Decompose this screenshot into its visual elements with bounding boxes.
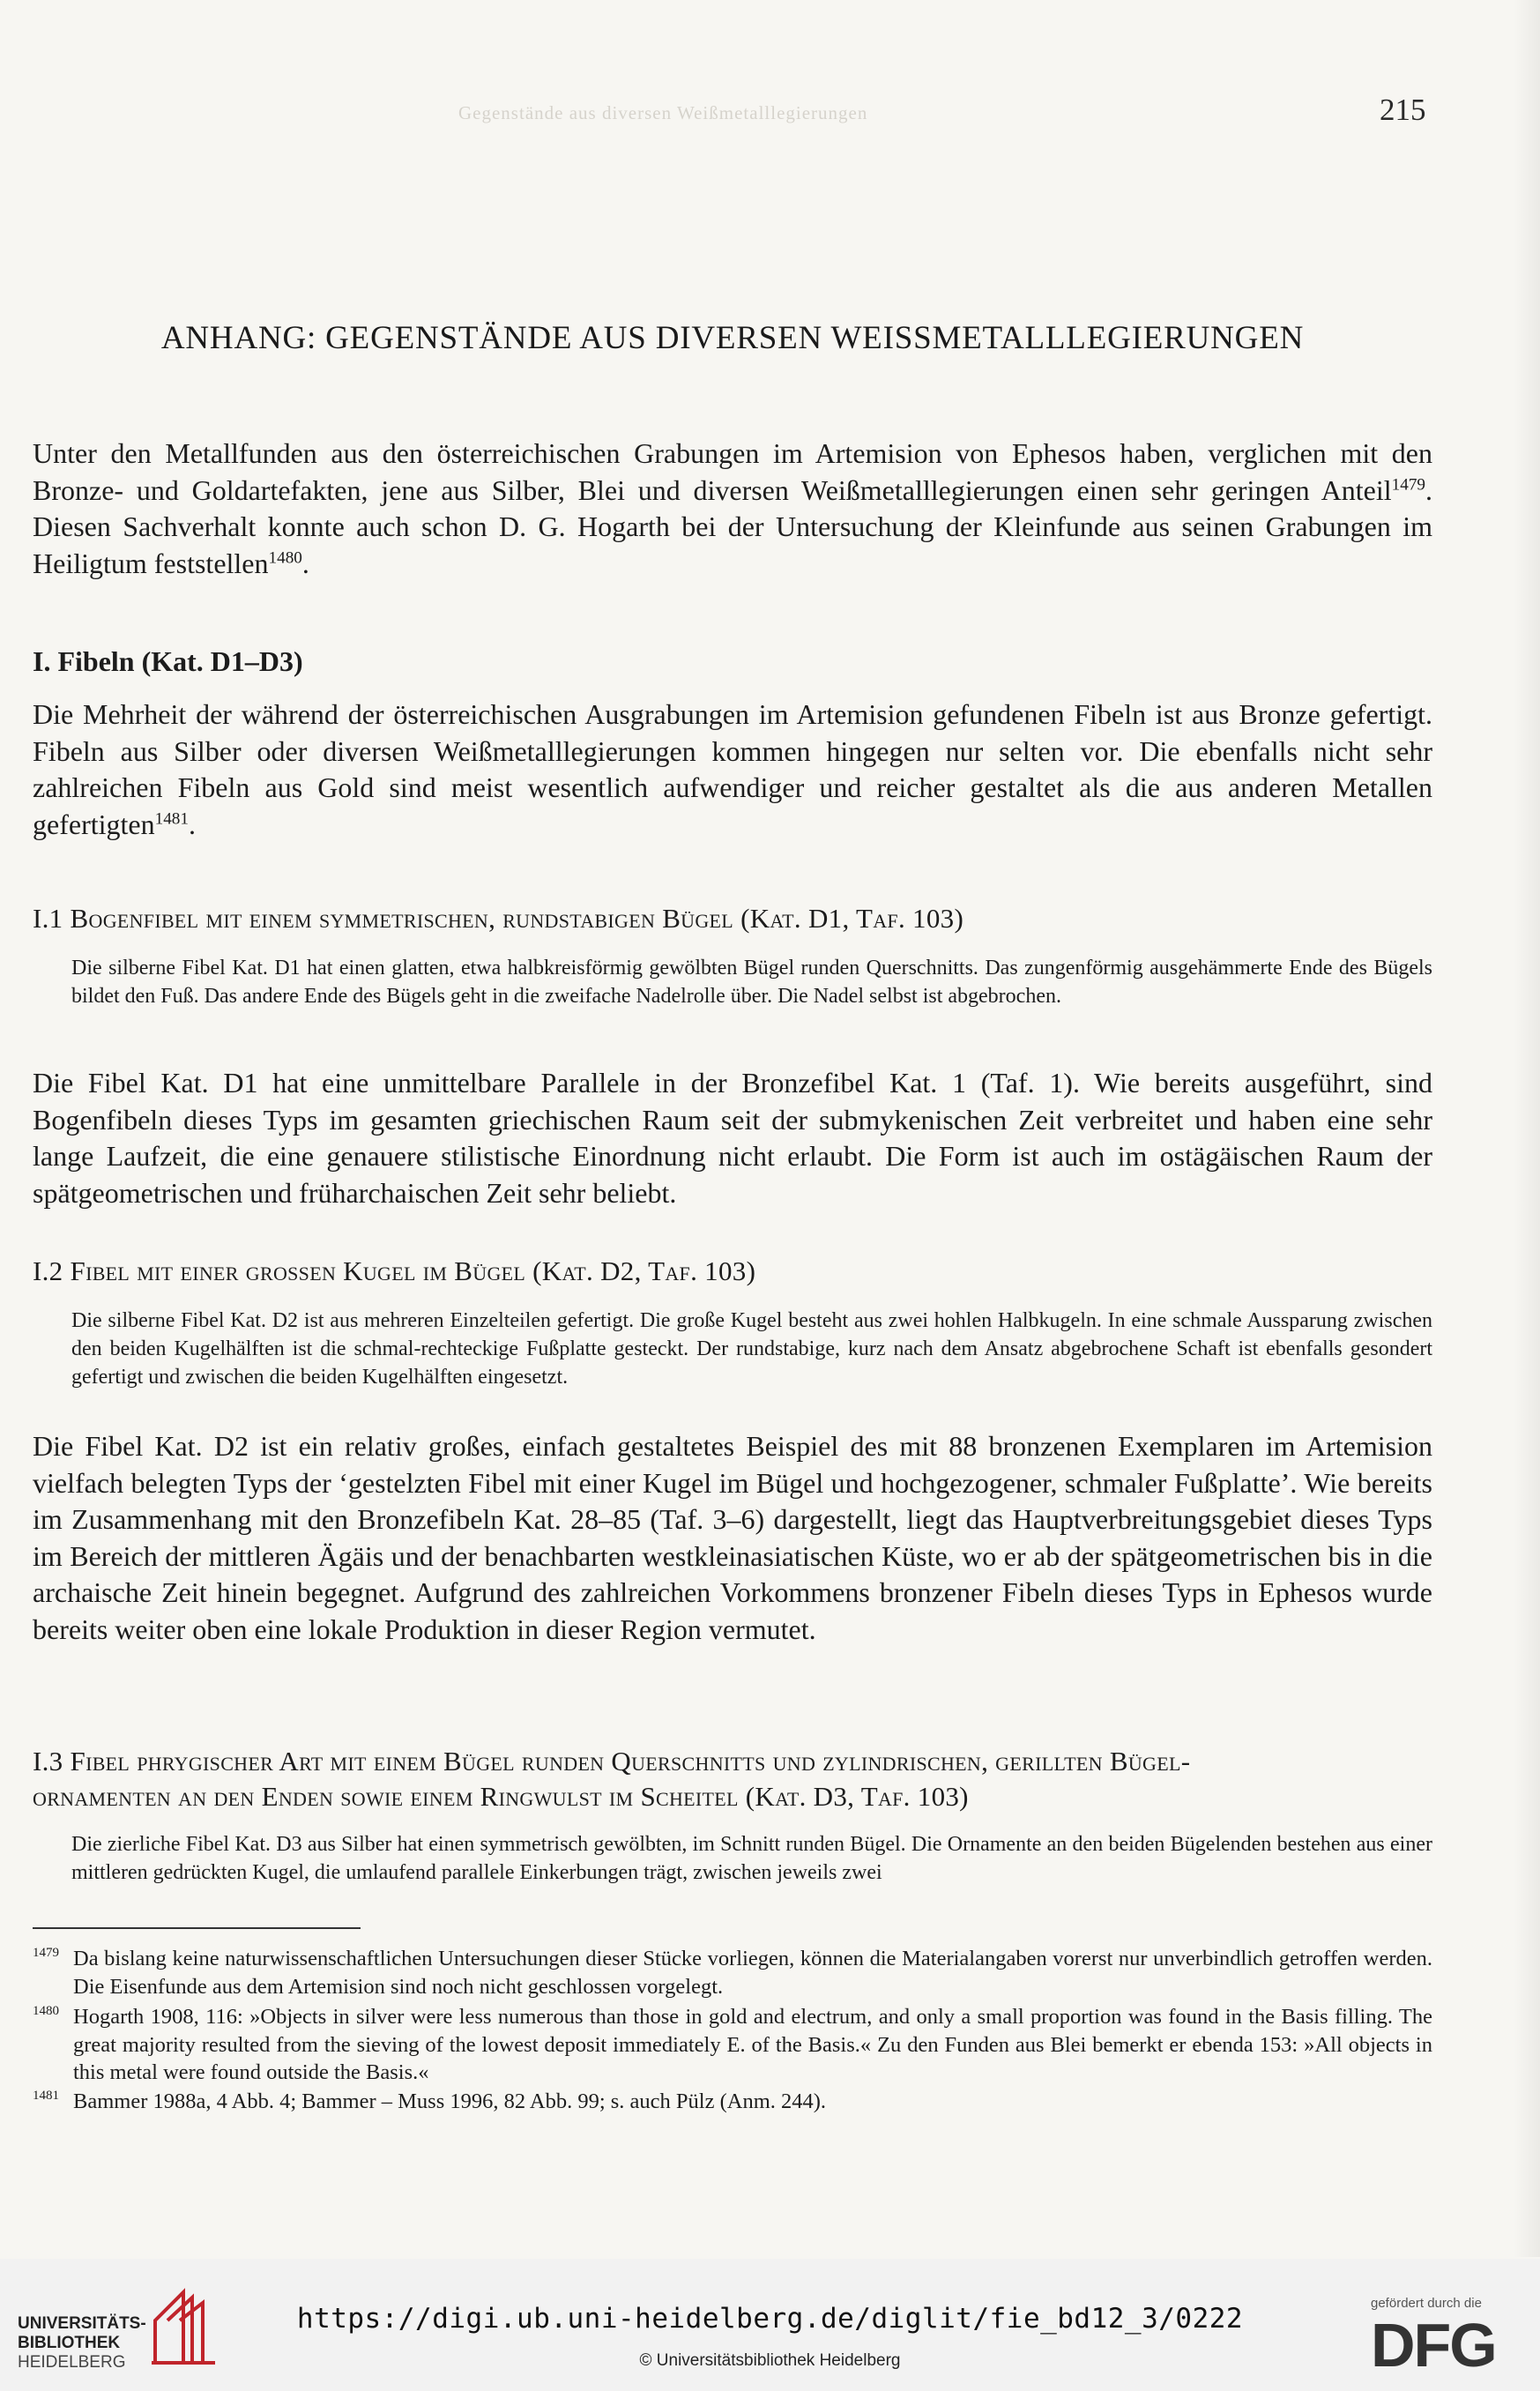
subsection-title-2: I.2 Fibel mit einer grossen Kugel im Bügel (Kat. D2, Taf. 103) <box>33 1255 756 1286</box>
subsection-title-3: I.3 Fibel phrygischer Art mit einem Bügel runden Querschnitts und zylindrischen, gerillten Bügel- ornamenten an den Enden sowie einem Ringwulst im Scheitel (Kat. D3, Taf. 103) <box>33 1746 1191 1812</box>
running-header-bleedthrough: Gegenstände aus diversen Weißmetalllegierungen <box>458 102 868 123</box>
dfg-logo[interactable]: DFG <box>1371 2311 1496 2380</box>
footnote-separator <box>33 1927 361 1929</box>
intro-paragraph: Unter den Metallfunden aus den österreichischen Grabungen im Artemision von Ephesos haben, verglichen mit den Bronze- und Goldartefakten, jene aus Silber, Blei und diversen Weißmetalllegierungen einen sehr geringen Anteil$^{1479}$. Diesen Sachverhalt konnte auch schon D. G. Hogarth bei der Untersuchung der Kleinfunde aus seinen Grabungen im Heiligtum feststellen$^{1480}$. <box>33 437 1432 579</box>
footnote-1479: 1479 Da bislang keine naturwissenschaftlichen Untersuchungen dieser Stücke vorliegen, können die Materialangaben vorerst nur unverbindlich getroffen werden. Die Eisenfunde aus dem Artemision sind noch nicht geschlossen vorgelegt. <box>33 1946 1432 1999</box>
footnote-1480: 1480 Hogarth 1908, 116: »Objects in silver were less numerous than those in gold and electrum, and only a small proportion was found in the Basis filling. The great majority resulted from the sieving of the lowest deposit immediately E. of the Basis.« Zu den Funden aus Blei bemerkt er ebenda 153: »All objects in this metal were found outside the Basis.« <box>33 2004 1432 2084</box>
section-title-fibeln: I. Fibeln (Kat. D1–D3) <box>33 645 303 677</box>
funding-note: gefördert durch die <box>1371 2296 1482 2311</box>
page-number: 215 <box>1380 93 1426 127</box>
footnote-1481: 1481 Bammer 1988a, 4 Abb. 4; Bammer – Muss 1996, 82 Abb. 99; s. auch Pülz (Anm. 244). <box>33 2089 827 2113</box>
chapter-heading: ANHANG: GEGENSTÄNDE AUS DIVERSEN WEISSMETALLLEGIERUNGEN <box>160 320 1305 356</box>
library-logo-text[interactable]: UNIVERSITÄTS- BIBLIOTHEK HEIDELBERG <box>18 2314 146 2372</box>
section-paragraph-fibeln: Die Mehrheit der während der österreichischen Ausgrabungen im Artemision gefundenen Fibeln ist aus Bronze gefertigt. Fibeln aus Silber oder diversen Weißmetalllegierungen kommen hingegen nur selten vor. Die ebenfalls nicht sehr zahlreichen Fibeln aus Gold sind meist wesentlich aufwendiger und reicher gestaltet als die aus anderen Metallen gefertigten$^{1481}$. <box>33 698 1432 840</box>
footnote-ref-1481[interactable]: 1481 <box>154 808 189 828</box>
catalogue-description-d1: Die silberne Fibel Kat. D1 hat einen glatten, etwa halbkreisförmig gewölbten Bügel runden Querschnitts. Das zungenförmig ausgehämmerte Ende des Bügels bildet den Fuß. Das andere Ende des Bügels geht in die zweifache Nadelrolle über. Die Nadel selbst ist abgebrochen. <box>71 957 1432 1008</box>
copyright-notice: © Universitätsbibliothek Heidelberg <box>639 2351 901 2370</box>
scan-edge-shadow <box>1514 0 1540 2257</box>
footnote-ref-1480[interactable]: 1480 <box>268 547 302 567</box>
catalogue-description-d3: Die zierliche Fibel Kat. D3 aus Silber hat einen symmetrisch gewölbten, im Schnitt runden Bügel. Die Ornamente an den beiden Bügelenden bestehen aus einer mittleren gedrückten Kugel, die umlaufend parallele Einkerbungen trägt, zwischen jeweils zwei <box>71 1833 1432 1884</box>
footnote-ref-1479[interactable]: 1479 <box>1391 474 1425 494</box>
catalogue-description-d2: Die silberne Fibel Kat. D2 ist aus mehreren Einzelteilen gefertigt. Die große Kugel besteht aus zwei hohlen Halbkugeln. In eine schmale Aussparung zwischen den beiden Kugelhälften ist die schmal-rechteckige Fußplatte gesteckt. Der rundstabige, kurz nach dem Ansatz abgebrochene Schaft ist ebenfalls gesondert gefertigt und zwischen die beiden Kugelhälften eingesetzt. <box>71 1309 1432 1389</box>
paragraph-d2: Die Fibel Kat. D2 ist ein relativ großes, einfach gestaltetes Beispiel des mit 88 bronzenen Exemplaren im Artemision vielfach belegten Typs der ‘gestelzten Fibel mit einer Kugel im Bügel und hochgezogener, schmaler Fußplatte’. Wie bereits im Zusammenhang mit den Bronzefibeln Kat. 28–85 (Taf. 3–6) dargestellt, liegt das Hauptverbreitungsgebiet dieses Typs im Bereich der mittleren Ägäis und der benachbarten westkleinasiatischen Küste, wo er ab der spätgeometrischen bis in die archaische Zeit hinein begegnet. Aufgrund des zahlreichen Vorkommens bronzener Fibeln dieses Typs in Ephesos wurde bereits weiter oben eine lokale Produktion in dieser Region vermutet. <box>33 1430 1432 1645</box>
paragraph-d1: Die Fibel Kat. D1 hat eine unmittelbare Parallele in der Bronzefibel Kat. 1 (Taf. 1). Wie bereits ausgeführt, sind Bogenfibeln dieses Typs im gesamten griechischen Raum seit der submykenischen Zeit verbreitet und haben eine sehr lange Laufzeit, die eine genauere stilistische Einordnung nicht erlaubt. Die Form ist auch im ostägäischen Raum der spätgeometrischen und früharchaischen Zeit sehr beliebt. <box>33 1067 1432 1209</box>
permalink-url[interactable]: https://digi.ub.uni-heidelberg.de/diglit/fie_bd12_3/0222 <box>296 2303 1244 2335</box>
subsection-title-1: I.1 Bogenfibel mit einem symmetrischen, rundstabigen Bügel (Kat. D1, Taf. 103) <box>33 903 964 934</box>
